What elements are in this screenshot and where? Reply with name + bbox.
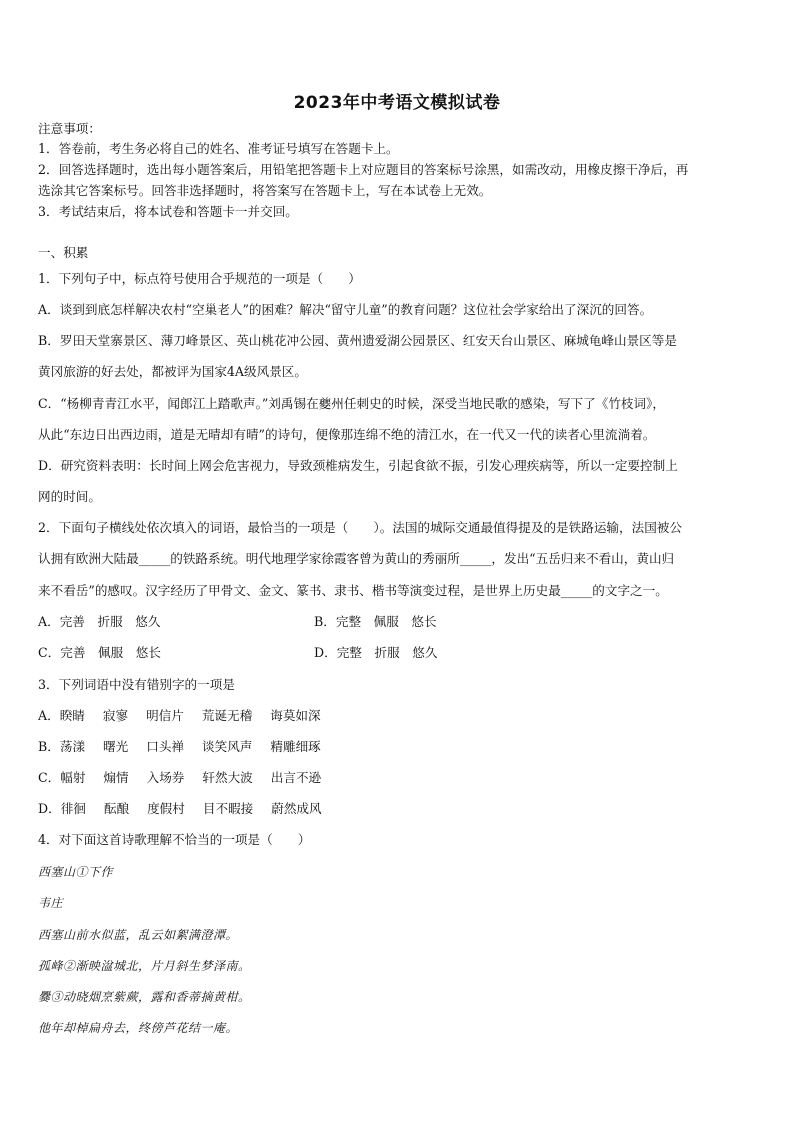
question-1-option-c: C．“杨柳青青江水平，闻郎江上踏歌声。”刘禹锡在夔州任刺史的时候，深受当地民歌的感染，写下了《竹枝词》， [38,396,666,411]
option-word: 煽情 [103,770,129,785]
option-word: 荡漾 [59,739,86,754]
poem-line: 他年却棹扁舟去，终傍芦花结一庵。 [38,1021,239,1035]
option-word: 曙光 [103,739,129,754]
option-word: 入场券 [146,770,185,785]
option-label: C． [38,770,61,785]
option-word: 诲莫如深 [270,708,321,723]
notice-item: 2．回答选择题时，选出每小题答案后，用铅笔把答题卡上对应题目的答案标号涂黑，如需改动，用橡皮擦干净后，再 [38,162,689,177]
option-word: 明信片 [146,708,184,723]
notice-item: 选涂其它答案标号。回答非选择题时，将答案写在答题卡上，写在本试卷上无效。 [38,183,492,198]
notice-item: 3．考试结束后，将本试卷和答题卡一并交回。 [38,204,298,219]
option-word: 目不暇接 [202,801,254,816]
question-2-option-d: D．完整 折服 悠久 [314,645,438,660]
question-3-option-b [38,739,339,755]
notice-item: 1．答卷前，考生务必将自己的姓名、准考证号填写在答题卡上。 [38,141,399,156]
option-word: 徘徊 [60,801,86,816]
option-word: 精雕细琢 [270,739,321,754]
poem-line: 爨③动晓烟烹紫蕨，露和香蒂摘黄柑。 [38,990,251,1004]
question-1-option-b-cont: 黄冈旅游的好去处，都被评为国家4A级风景区。 [38,364,307,379]
option-word: 度假村 [147,801,185,816]
question-1-option-d: D．研究资料表明：长时间上网会危害视力，导致颈椎病发生，引起食欲不振，引发心理疾病等，所以一定要控制上 [38,458,678,473]
exam-title: 2023年中考语文模拟试卷 [293,93,501,113]
question-2-stem: 2．下面句子横线处依次填入的词语，最恰当的一项是（ ）。法国的城际交通最值得提及的是铁路运输，法国被公 [38,520,682,535]
option-word: 寂寥 [102,708,129,723]
question-1-option-a: A．谈到到底怎样解决农村“空巢老人”的困难？解决“留守儿童”的教育问题？这位社会学家给出了深沉的回答。 [38,302,653,317]
option-word: 荒诞无稽 [201,708,253,723]
question-4-stem: 4．对下面这首诗歌理解不恰当的一项是（ ） [38,832,311,847]
question-3-option-c [38,770,339,786]
notice-heading: 注意事项： [38,121,101,136]
question-2-stem-cont: 来不看岳”的感叹。汉字经历了甲骨文、金文、篆书、隶书、楷书等演变过程，是世界上历史最_____的文字之一。 [38,583,668,598]
question-1-option-c-cont: 从此“东边日出西边雨，道是无晴却有晴”的诗句，便像那连绵不绝的清江水，在一代又一代的读者心里流淌着。 [38,427,656,442]
poem-line: 西塞山前水似蓝，乱云如絮满澄潭。 [38,928,239,942]
option-label: A． [38,708,60,723]
option-label: B． [38,739,60,754]
question-2-option-a: A．完善 折服 悠久 [38,614,161,629]
question-1-stem: 1．下列句子中，标点符号使用合乎规范的一项是（ ） [38,271,361,286]
option-word: 轩然大波 [202,770,253,785]
question-3-stem: 3．下列词语中没有错别字的一项是 [38,677,235,692]
option-word: 口头禅 [146,739,185,754]
question-2-option-b: B．完整 佩服 悠长 [314,614,437,629]
option-word: 睽睛 [59,708,85,723]
option-word: 谈笑风声 [202,739,253,754]
poem-line: 孤峰②渐映湓城北，片月斜生梦泽南。 [38,959,251,973]
question-3-option-d [38,801,340,817]
question-2-option-c: C．完善 佩服 悠长 [38,645,161,660]
question-1-option-b: B．罗田天堂寨景区、薄刀峰景区、英山桃花冲公园、黄州遗爱湖公园景区、红安天台山景区、麻城龟峰山景区等是 [38,333,677,348]
question-3-option-a [38,708,339,724]
option-word: 酝酿 [103,801,130,816]
poem-author: 韦庄 [38,896,64,910]
question-1-option-d-cont: 网的时间。 [38,489,101,504]
option-word: 蔚然成风 [271,801,322,816]
option-word: 幅射 [60,770,86,785]
option-word: 出言不逊 [270,770,322,785]
section-heading: 一、积累 [38,245,89,260]
question-2-stem-cont: 认拥有欧洲大陆最_____的铁路系统。明代地理学家徐霞客曾为黄山的秀丽所_____，发出“五岳归来不看山，黄山归 [38,551,675,566]
option-label: D． [38,801,61,816]
poem-title: 西塞山①下作 [38,865,114,879]
